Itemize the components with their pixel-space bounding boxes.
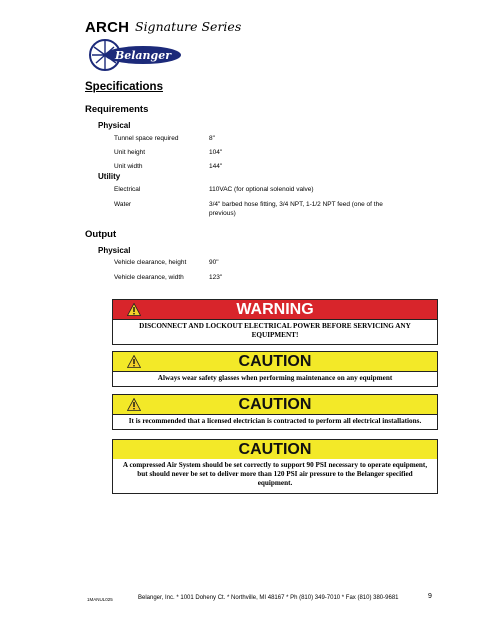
output-heading: Output — [85, 229, 117, 240]
caution-text: A compressed Air System should be set correctly to support 90 PSI necessary to operate equipment, but should never be set to deliver more than 120 PSI air pressure to the Belanger specified equipment. — [122, 461, 428, 487]
caution-notice — [112, 351, 438, 387]
output-physical-heading: Physical — [98, 246, 131, 255]
warning-notice — [112, 299, 438, 345]
requirements-physical-heading: Physical — [98, 121, 131, 130]
spec-value: 104" — [209, 149, 223, 156]
warning-title: WARNING — [236, 301, 314, 318]
spec-value: 123" — [209, 274, 223, 281]
caution-band — [113, 395, 437, 415]
belanger-logo — [88, 38, 184, 72]
footer-doc-code: 1MANUL025 — [87, 597, 113, 602]
spec-value: 90" — [209, 259, 219, 266]
spec-label: Tunnel space required — [114, 135, 179, 142]
spec-value: 144" — [209, 163, 223, 170]
header-series-title: Signature Series — [135, 19, 242, 34]
caution-notice — [112, 394, 438, 430]
header-title: ARCH — [85, 19, 130, 36]
requirements-heading: Requirements — [85, 104, 149, 115]
spec-value: 3/4" barbed hose fitting, 3/4 NPT, 1-1/2 NPT feed (one of the previous) — [209, 201, 383, 217]
logo-text: Belanger — [114, 49, 172, 62]
caution-band — [113, 440, 437, 459]
spec-value: 8" — [209, 135, 215, 142]
spec-label: Vehicle clearance, width — [114, 274, 184, 281]
spec-label: Unit height — [114, 149, 146, 156]
caution-text: Always wear safety glasses when performing maintenance on any equipment — [157, 374, 393, 382]
footer-address: Belanger, Inc. * 1001 Doheny Ct. * Northville, MI 48167 * Ph (810) 349-7010 * Fax (810) 380-9681 — [138, 595, 399, 601]
spec-label: Electrical — [114, 186, 141, 193]
warning-band — [113, 300, 437, 320]
page-number: 9 — [428, 593, 432, 600]
section-title: Specifications — [85, 81, 163, 93]
caution-notice — [112, 439, 438, 494]
spec-label: Vehicle clearance, height — [114, 259, 187, 266]
caution-title: CAUTION — [238, 353, 312, 370]
caution-title: CAUTION — [238, 441, 312, 458]
spec-value: 110VAC (for optional solenoid valve) — [209, 186, 314, 193]
caution-text: It is recommended that a licensed electrician is contracted to perform all electrical installations. — [128, 417, 422, 425]
requirements-utility-heading: Utility — [98, 172, 121, 181]
warning-text: DISCONNECT AND LOCKOUT ELECTRICAL POWER BEFORE SERVICING ANY EQUIPMENT! — [139, 322, 411, 339]
caution-band — [113, 352, 437, 372]
spec-label: Water — [114, 201, 132, 208]
spec-label: Unit width — [114, 163, 143, 170]
caution-title: CAUTION — [238, 396, 312, 413]
